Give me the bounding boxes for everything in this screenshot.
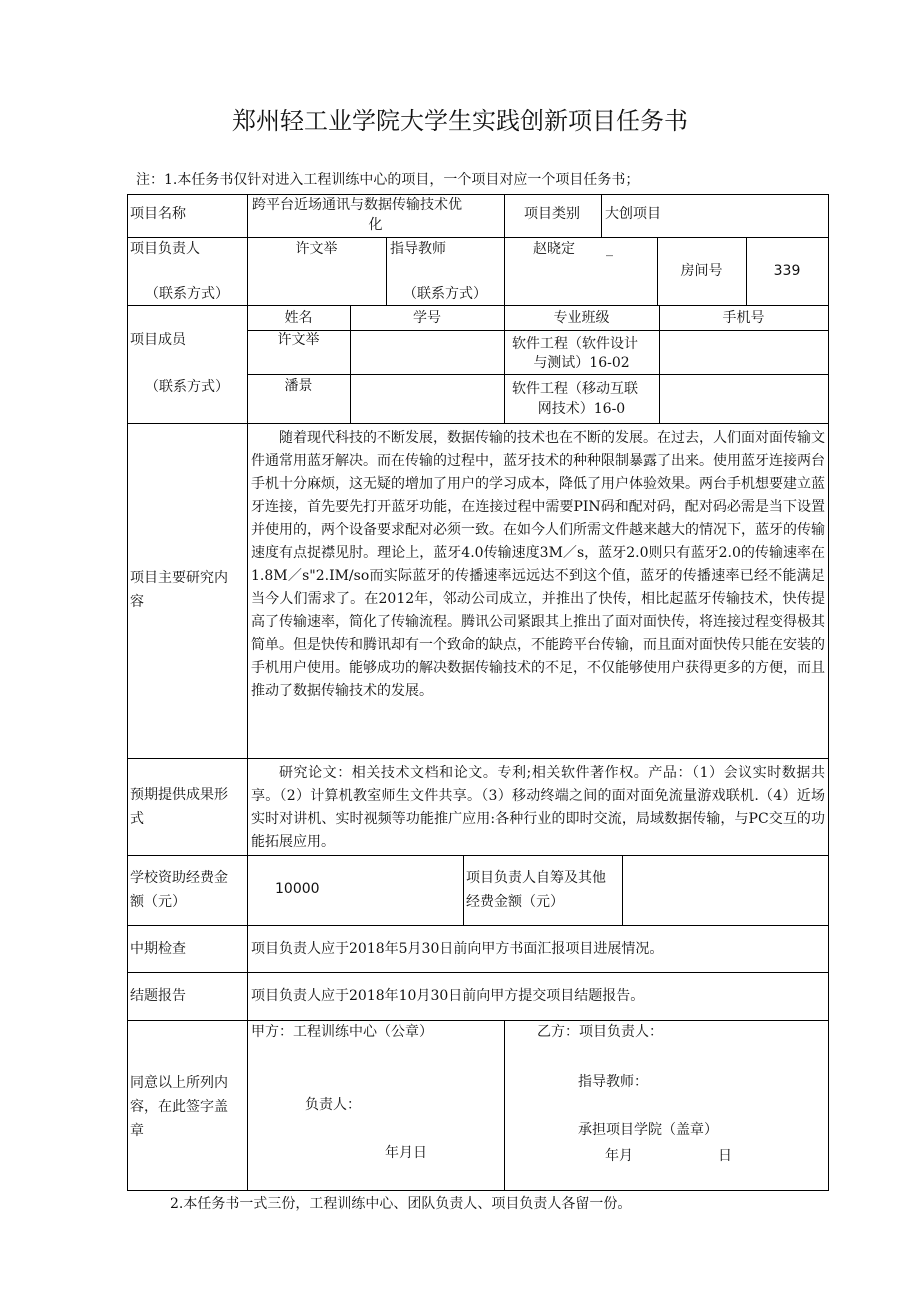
party-a-person: 负责人： [305, 1097, 361, 1113]
members-contact-label: （联系方式） [145, 379, 229, 395]
project-category-value: 大创项目 [605, 206, 661, 222]
self-funding-label-line1: 项目负责人自筹及其他 [466, 870, 606, 886]
results-label-line2: 式 [130, 811, 144, 827]
advisor-name: 赵晓定 [533, 241, 575, 257]
midterm-label: 中期检查 [130, 941, 186, 957]
party-b-day: 日 [718, 1148, 732, 1164]
advisor-contact-label: （联系方式） [403, 286, 487, 302]
signature-label-line1: 同意以上所列内 [130, 1075, 228, 1091]
advisor-dash: _ [606, 241, 613, 257]
signature-label-line3: 章 [130, 1123, 144, 1139]
room-label: 房间号 [680, 263, 723, 279]
note-2: 2.本任务书一式三份，工程训练中心、团队负责人、项目负责人各留一份。 [170, 1196, 632, 1212]
members-header-phone: 手机号 [722, 310, 765, 326]
party-b: 乙方：项目负责人： [537, 1024, 663, 1040]
party-b-year: 年月 [605, 1148, 633, 1164]
self-funding-label-line2: 经费金额（元） [466, 894, 564, 910]
member-1-class-line2: 与测试）16-02 [533, 355, 630, 371]
leader-label: 项目负责人 [130, 241, 200, 257]
research-label-line2: 容 [130, 594, 144, 610]
signature-label-line2: 容，在此签字盖 [130, 1099, 228, 1115]
final-label: 结题报告 [130, 988, 186, 1004]
project-name-line1: 跨平台近场通讯与数据传输技术优 [252, 197, 462, 213]
party-a-date: 年月日 [385, 1145, 427, 1161]
project-name-line2: 化 [368, 217, 383, 233]
members-header-name: 姓名 [284, 310, 313, 326]
research-label-line1: 项目主要研究内 [130, 570, 228, 586]
note-1: 注：1.本任务书仅针对进入工程训练中心的项目，一个项目对应一个项目任务书； [136, 172, 640, 188]
member-2-class-line1: 软件工程（移动互联 [512, 381, 638, 397]
research-content: 随着现代科技的不断发展，数据传输的技术也在不断的发展。在过去，人们面对面传输文件通常用蓝牙解决。而在传输的过程中，蓝牙技术的种种限制暴露了出来。使用蓝牙连接两台手机十分麻烦，这无疑的增加了用户的学习成本，降低了用户体验效果。两台手机想要建立蓝牙连接，首先要先打开蓝牙功能，在连接过程中需要PIN码和配对码，配对码必需是当下设置并使用的，两个设备要求配对必须一致。在如今人们所需文件越来越大的情况下，蓝牙的传输速度有点捉襟见肘。理论上，蓝牙4.0传输速度3M／s，蓝牙2.0则只有蓝牙2.0的传输速率在1.8M／s"2.IM/so而实际蓝牙的传播速率远远达不到这个值，蓝牙的传播速率已经不能满足当今人们需求了。在2012年，邻动公司成立，并推出了快传，相比起蓝牙传输技术，快传提高了传输速率，简化了传输流程。腾讯公司紧跟其上推出了面对面快传，将连接过程变得极其简单。但是快传和腾讯却有一个致命的缺点，不能跨平台传输，而且面对面快传只能在安装的手机用户使用。能够成功的解决数据传输技术的不足，不仅能够使用户获得更多的方便，而且推动了数据传输技术的发展。 [251, 430, 825, 699]
funding-label-line2: 额（元） [130, 894, 186, 910]
room-value: 339 [773, 263, 801, 279]
advisor-label: 指导教师 [390, 241, 446, 257]
party-b-advisor: 指导教师： [578, 1074, 648, 1090]
leader-name: 许文举 [295, 241, 338, 257]
member-1-class-line1: 软件工程（软件设计 [512, 336, 638, 352]
members-header-id: 学号 [413, 310, 441, 326]
midterm-content: 项目负责人应于2018年5月30日前向甲方书面汇报项目进展情况。 [251, 941, 664, 957]
final-content: 项目负责人应于2018年10月30日前向甲方提交项目结题报告。 [251, 988, 645, 1004]
leader-contact-label: （联系方式） [145, 286, 229, 302]
members-label: 项目成员 [130, 332, 186, 348]
project-category-label: 项目类别 [524, 206, 580, 222]
funding-label-line1: 学校资助经费金 [130, 870, 228, 886]
party-b-college: 承担项目学院（盖章） [578, 1122, 718, 1138]
funding-value: 10000 [275, 881, 320, 897]
party-a: 甲方：工程训练中心（公章） [251, 1024, 433, 1040]
project-name-label: 项目名称 [130, 206, 186, 222]
results-content: 研究论文：相关技术文档和论文。专利;相关软件著作权。产品：（1）会议实时数据共享。（2）计算机教室师生文件共享。（3）移动终端之间的面对面免流量游戏联机.（4）近场实时对讲机、实时视频等功能推广应用:各种行业的即时交流，局域数据传输，与PC交互的功能拓展应用。 [251, 765, 825, 850]
member-2-name: 潘景 [284, 378, 313, 394]
members-header-class: 专业班级 [553, 310, 610, 326]
member-2-class-line2: 网技术）16-0 [537, 401, 626, 417]
member-1-name: 许文举 [277, 332, 320, 348]
page-title: 郑州轻工业学院大学生实践创新项目任务书 [232, 107, 688, 135]
results-label-line1: 预期提供成果形 [130, 787, 228, 803]
